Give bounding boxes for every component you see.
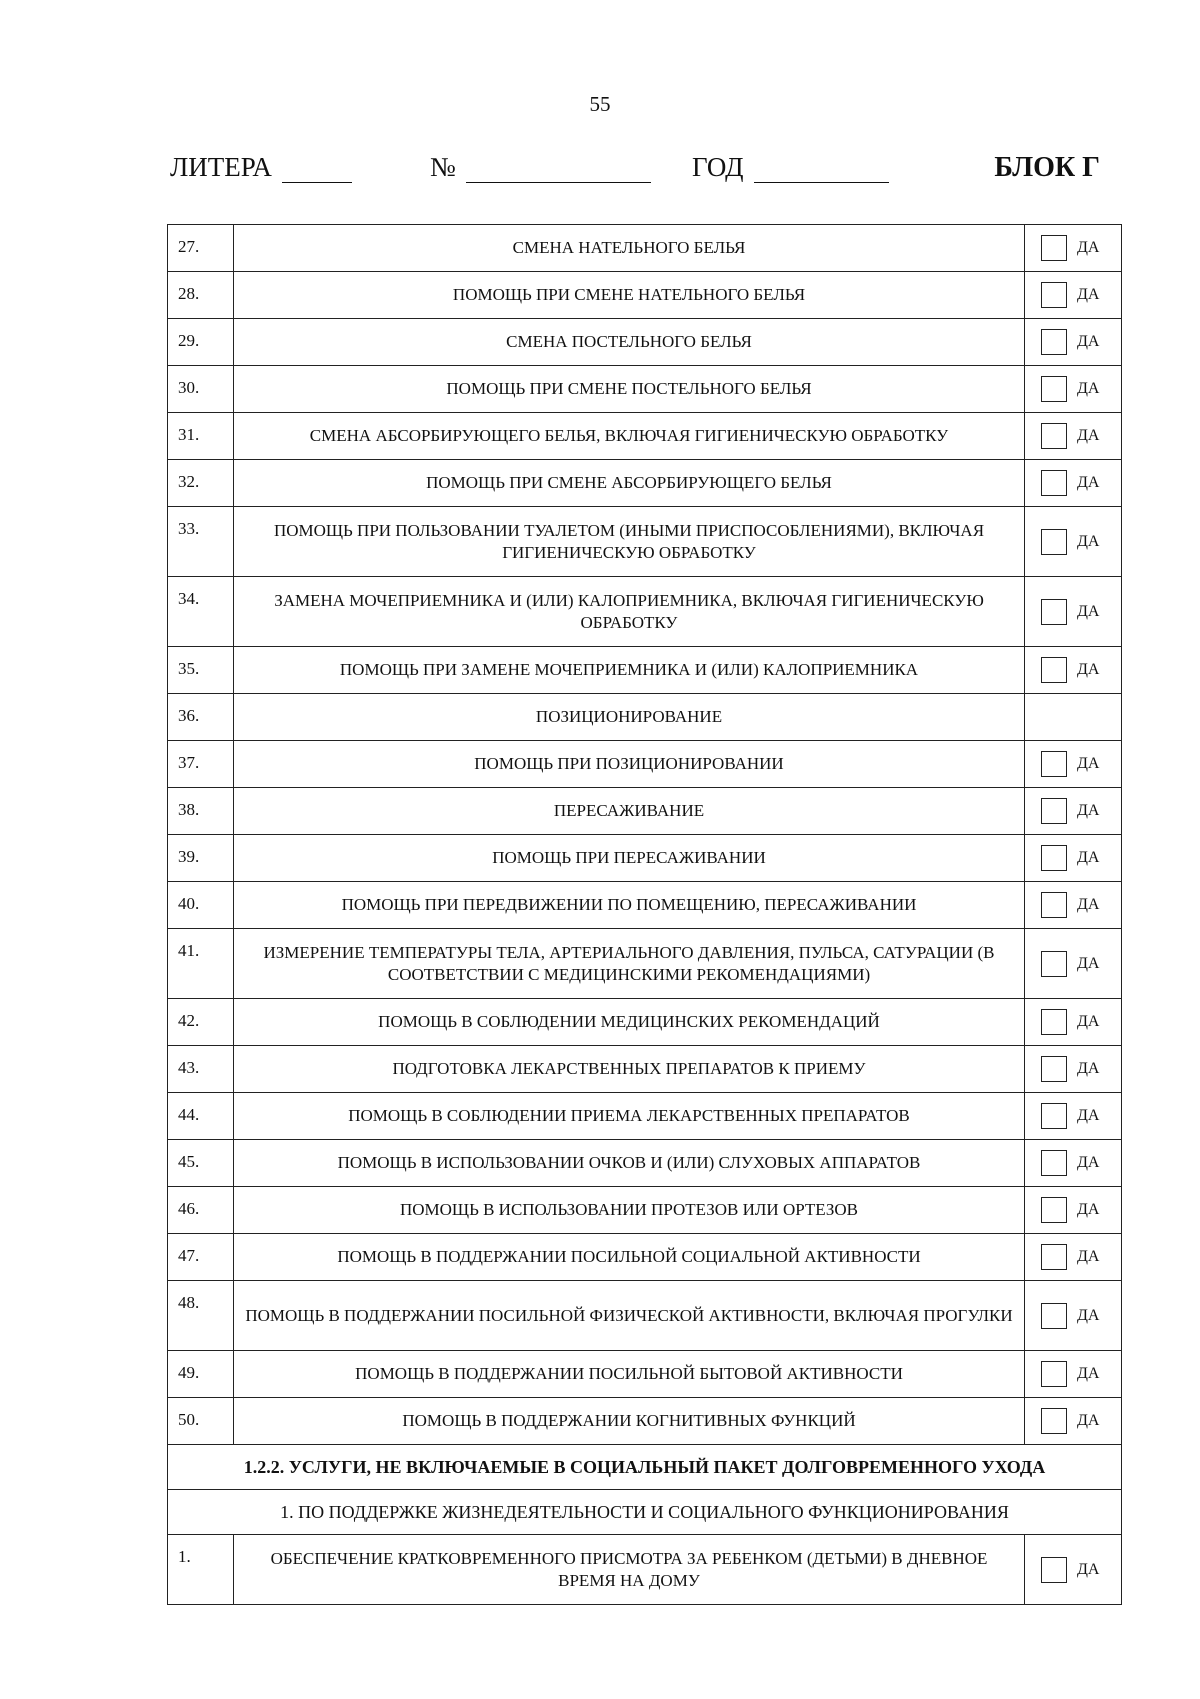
table-row [168,929,1122,999]
yes-option[interactable] [1025,657,1121,683]
answer-cell [1025,929,1122,999]
row-number: 33. [168,507,234,577]
yes-option[interactable] [1025,1361,1121,1387]
answer-cell [1025,577,1122,647]
table-row [168,694,1122,741]
yes-label: ДА [1077,380,1100,397]
yes-checkbox[interactable] [1041,1056,1067,1082]
yes-checkbox[interactable] [1041,1150,1067,1176]
table-row [168,1281,1122,1351]
subsection-title: 1. ПО ПОДДЕРЖКЕ ЖИЗНЕДЕЯТЕЛЬНОСТИ И СОЦИАЛЬНОГО ФУНКЦИОНИРОВАНИЯ [168,1490,1122,1535]
table-row [168,1234,1122,1281]
yes-option[interactable] [1025,1408,1121,1434]
yes-label: ДА [1077,1248,1100,1265]
yes-label: ДА [1077,849,1100,866]
yes-option[interactable] [1025,845,1121,871]
yes-checkbox[interactable] [1041,845,1067,871]
yes-option[interactable] [1025,1303,1121,1329]
row-number: 34. [168,577,234,647]
page-number: 55 [589,92,611,116]
year-field [692,152,889,183]
yes-label: ДА [1077,1060,1100,1077]
yes-checkbox[interactable] [1041,599,1067,625]
year-input[interactable] [754,156,889,183]
table-row [168,1187,1122,1234]
subsection-row [168,1490,1122,1535]
row-number: 43. [168,1046,234,1093]
answer-cell [1025,272,1122,319]
row-number: 37. [168,741,234,788]
yes-checkbox[interactable] [1041,1197,1067,1223]
yes-checkbox[interactable] [1041,892,1067,918]
yes-label: ДА [1077,896,1100,913]
service-name: СМЕНА АБСОРБИРУЮЩЕГО БЕЛЬЯ, ВКЛЮЧАЯ ГИГИЕНИЧЕСКУЮ ОБРАБОТКУ [234,413,1025,460]
number-label: № [430,152,456,182]
year-label: ГОД [692,152,744,182]
yes-option[interactable] [1025,235,1121,261]
yes-checkbox[interactable] [1041,751,1067,777]
table-row [168,225,1122,272]
yes-label: ДА [1077,1365,1100,1382]
yes-label: ДА [1077,333,1100,350]
yes-checkbox[interactable] [1041,235,1067,261]
yes-option[interactable] [1025,1557,1121,1583]
table-row [168,1093,1122,1140]
row-number: 27. [168,225,234,272]
number-field [430,152,651,183]
yes-checkbox[interactable] [1041,951,1067,977]
yes-label: ДА [1077,1560,1100,1578]
answer-cell [1025,366,1122,413]
service-name: ПОМОЩЬ ПРИ ПОЛЬЗОВАНИИ ТУАЛЕТОМ (ИНЫМИ ПРИСПОСОБЛЕНИЯМИ), ВКЛЮЧАЯ ГИГИЕНИЧЕСКУЮ ОБРАБОТКУ [234,507,1025,577]
answer-cell [1025,225,1122,272]
yes-label: ДА [1077,532,1100,550]
yes-option[interactable] [1025,798,1121,824]
answer-cell [1025,1187,1122,1234]
yes-checkbox[interactable] [1041,529,1067,555]
section-title: 1.2.2. УСЛУГИ, НЕ ВКЛЮЧАЕМЫЕ В СОЦИАЛЬНЫЙ ПАКЕТ ДОЛГОВРЕМЕННОГО УХОДА [168,1445,1122,1490]
yes-label: ДА [1077,954,1100,972]
answer-cell [1025,507,1122,577]
row-number: 1. [168,1535,234,1605]
table-row [168,577,1122,647]
row-number: 35. [168,647,234,694]
answer-cell [1025,999,1122,1046]
yes-label: ДА [1077,1412,1100,1429]
yes-option[interactable] [1025,376,1121,402]
service-name: ПОДГОТОВКА ЛЕКАРСТВЕННЫХ ПРЕПАРАТОВ К ПРИЕМУ [234,1046,1025,1093]
yes-option[interactable] [1025,1150,1121,1176]
yes-option[interactable] [1025,1103,1121,1129]
answer-cell [1025,882,1122,929]
yes-label: ДА [1077,1306,1100,1324]
litera-label: ЛИТЕРА [170,152,272,182]
row-number: 28. [168,272,234,319]
yes-checkbox[interactable] [1041,1408,1067,1434]
yes-option[interactable] [1025,1244,1121,1270]
yes-label: ДА [1077,802,1100,819]
answer-cell [1025,413,1122,460]
table-row [168,319,1122,366]
yes-option[interactable] [1025,1056,1121,1082]
table-row [168,366,1122,413]
yes-checkbox[interactable] [1041,1303,1067,1329]
row-number: 47. [168,1234,234,1281]
table-row [168,788,1122,835]
number-input[interactable] [466,156,651,183]
row-number: 39. [168,835,234,882]
section-row [168,1445,1122,1490]
table-row [168,1398,1122,1445]
yes-option[interactable] [1025,892,1121,918]
yes-checkbox[interactable] [1041,1103,1067,1129]
service-name: ПОМОЩЬ ПРИ ПЕРЕСАЖИВАНИИ [234,835,1025,882]
yes-option[interactable] [1025,470,1121,496]
answer-cell [1025,1234,1122,1281]
service-name: ПОМОЩЬ ПРИ ЗАМЕНЕ МОЧЕПРИЕМНИКА И (ИЛИ) КАЛОПРИЕМНИКА [234,647,1025,694]
table-row [168,1535,1122,1605]
table-row [168,999,1122,1046]
yes-option[interactable] [1025,951,1121,977]
row-number: 38. [168,788,234,835]
row-number: 42. [168,999,234,1046]
table-row [168,835,1122,882]
yes-checkbox[interactable] [1041,470,1067,496]
answer-cell [1025,788,1122,835]
row-number: 49. [168,1351,234,1398]
row-number: 44. [168,1093,234,1140]
yes-option[interactable] [1025,1197,1121,1223]
yes-label: ДА [1077,239,1100,256]
yes-label: ДА [1077,661,1100,678]
yes-checkbox[interactable] [1041,657,1067,683]
service-name: ПОМОЩЬ ПРИ СМЕНЕ НАТЕЛЬНОГО БЕЛЬЯ [234,272,1025,319]
row-number: 50. [168,1398,234,1445]
table-row [168,507,1122,577]
service-name: ОБЕСПЕЧЕНИЕ КРАТКОВРЕМЕННОГО ПРИСМОТРА ЗА РЕБЕНКОМ (ДЕТЬМИ) В ДНЕВНОЕ ВРЕМЯ НА ДОМУ [234,1535,1025,1605]
litera-field [170,152,352,183]
table-row [168,882,1122,929]
answer-cell [1025,1093,1122,1140]
answer-cell [1025,1046,1122,1093]
yes-label: ДА [1077,755,1100,772]
yes-label: ДА [1077,1013,1100,1030]
service-name: ПОМОЩЬ В СОБЛЮДЕНИИ МЕДИЦИНСКИХ РЕКОМЕНДАЦИЙ [234,999,1025,1046]
table-row [168,1140,1122,1187]
yes-label: ДА [1077,1107,1100,1124]
yes-label: ДА [1077,474,1100,491]
table-row [168,1351,1122,1398]
services-table [167,224,1122,1605]
yes-option[interactable] [1025,282,1121,308]
yes-option[interactable] [1025,529,1121,555]
service-name: ПОМОЩЬ ПРИ СМЕНЕ ПОСТЕЛЬНОГО БЕЛЬЯ [234,366,1025,413]
service-name: ПЕРЕСАЖИВАНИЕ [234,788,1025,835]
yes-option[interactable] [1025,329,1121,355]
answer-cell [1025,1281,1122,1351]
yes-label: ДА [1077,286,1100,303]
answer-cell [1025,835,1122,882]
table-row [168,647,1122,694]
yes-checkbox[interactable] [1041,1361,1067,1387]
row-number: 29. [168,319,234,366]
answer-cell [1025,741,1122,788]
service-name: ПОМОЩЬ ПРИ ПОЗИЦИОНИРОВАНИИ [234,741,1025,788]
answer-cell [1025,319,1122,366]
service-name: СМЕНА НАТЕЛЬНОГО БЕЛЬЯ [234,225,1025,272]
yes-label: ДА [1077,602,1100,620]
service-name: ПОМОЩЬ В ИСПОЛЬЗОВАНИИ ОЧКОВ И (ИЛИ) СЛУХОВЫХ АППАРАТОВ [234,1140,1025,1187]
form-header [170,152,1120,192]
service-name: ПОМОЩЬ ПРИ ПЕРЕДВИЖЕНИИ ПО ПОМЕЩЕНИЮ, ПЕРЕСАЖИВАНИИ [234,882,1025,929]
block-label: БЛОК Г [994,152,1100,183]
table-row [168,1046,1122,1093]
row-number: 40. [168,882,234,929]
table-row [168,413,1122,460]
answer-cell [1025,1140,1122,1187]
service-name: ПОМОЩЬ ПРИ СМЕНЕ АБСОРБИРУЮЩЕГО БЕЛЬЯ [234,460,1025,507]
service-name: ИЗМЕРЕНИЕ ТЕМПЕРАТУРЫ ТЕЛА, АРТЕРИАЛЬНОГО ДАВЛЕНИЯ, ПУЛЬСА, САТУРАЦИИ (В СООТВЕТСТВИИ С МЕДИЦИНСКИМИ РЕКОМЕНДАЦИЯМИ) [234,929,1025,999]
yes-checkbox[interactable] [1041,1557,1067,1583]
table-row [168,460,1122,507]
yes-checkbox[interactable] [1041,423,1067,449]
service-name: ПОМОЩЬ В ПОДДЕРЖАНИИ ПОСИЛЬНОЙ ФИЗИЧЕСКОЙ АКТИВНОСТИ, ВКЛЮЧАЯ ПРОГУЛКИ [234,1281,1025,1351]
service-name: ПОМОЩЬ В ПОДДЕРЖАНИИ КОГНИТИВНЫХ ФУНКЦИЙ [234,1398,1025,1445]
row-number: 48. [168,1281,234,1351]
service-name: ПОМОЩЬ В ПОДДЕРЖАНИИ ПОСИЛЬНОЙ БЫТОВОЙ АКТИВНОСТИ [234,1351,1025,1398]
yes-label: ДА [1077,1201,1100,1218]
yes-checkbox[interactable] [1041,1244,1067,1270]
service-name: ПОМОЩЬ В СОБЛЮДЕНИИ ПРИЕМА ЛЕКАРСТВЕННЫХ ПРЕПАРАТОВ [234,1093,1025,1140]
yes-label: ДА [1077,1154,1100,1171]
yes-option[interactable] [1025,751,1121,777]
service-name: ПОЗИЦИОНИРОВАНИЕ [234,694,1025,741]
yes-option[interactable] [1025,423,1121,449]
service-name: СМЕНА ПОСТЕЛЬНОГО БЕЛЬЯ [234,319,1025,366]
answer-cell [1025,1535,1122,1605]
yes-checkbox[interactable] [1041,798,1067,824]
litera-input[interactable] [282,156,352,183]
row-number: 32. [168,460,234,507]
row-number: 31. [168,413,234,460]
service-name: ПОМОЩЬ В ПОДДЕРЖАНИИ ПОСИЛЬНОЙ СОЦИАЛЬНОЙ АКТИВНОСТИ [234,1234,1025,1281]
answer-cell [1025,1351,1122,1398]
row-number: 36. [168,694,234,741]
yes-checkbox[interactable] [1041,329,1067,355]
row-number: 46. [168,1187,234,1234]
yes-checkbox[interactable] [1041,282,1067,308]
service-name: ЗАМЕНА МОЧЕПРИЕМНИКА И (ИЛИ) КАЛОПРИЕМНИКА, ВКЛЮЧАЯ ГИГИЕНИЧЕСКУЮ ОБРАБОТКУ [234,577,1025,647]
yes-checkbox[interactable] [1041,1009,1067,1035]
answer-cell [1025,694,1122,741]
table-row [168,272,1122,319]
yes-option[interactable] [1025,599,1121,625]
yes-option[interactable] [1025,1009,1121,1035]
answer-cell [1025,1398,1122,1445]
row-number: 45. [168,1140,234,1187]
row-number: 41. [168,929,234,999]
row-number: 30. [168,366,234,413]
service-name: ПОМОЩЬ В ИСПОЛЬЗОВАНИИ ПРОТЕЗОВ ИЛИ ОРТЕЗОВ [234,1187,1025,1234]
answer-cell [1025,647,1122,694]
answer-cell [1025,460,1122,507]
yes-checkbox[interactable] [1041,376,1067,402]
yes-label: ДА [1077,427,1100,444]
table-row [168,741,1122,788]
